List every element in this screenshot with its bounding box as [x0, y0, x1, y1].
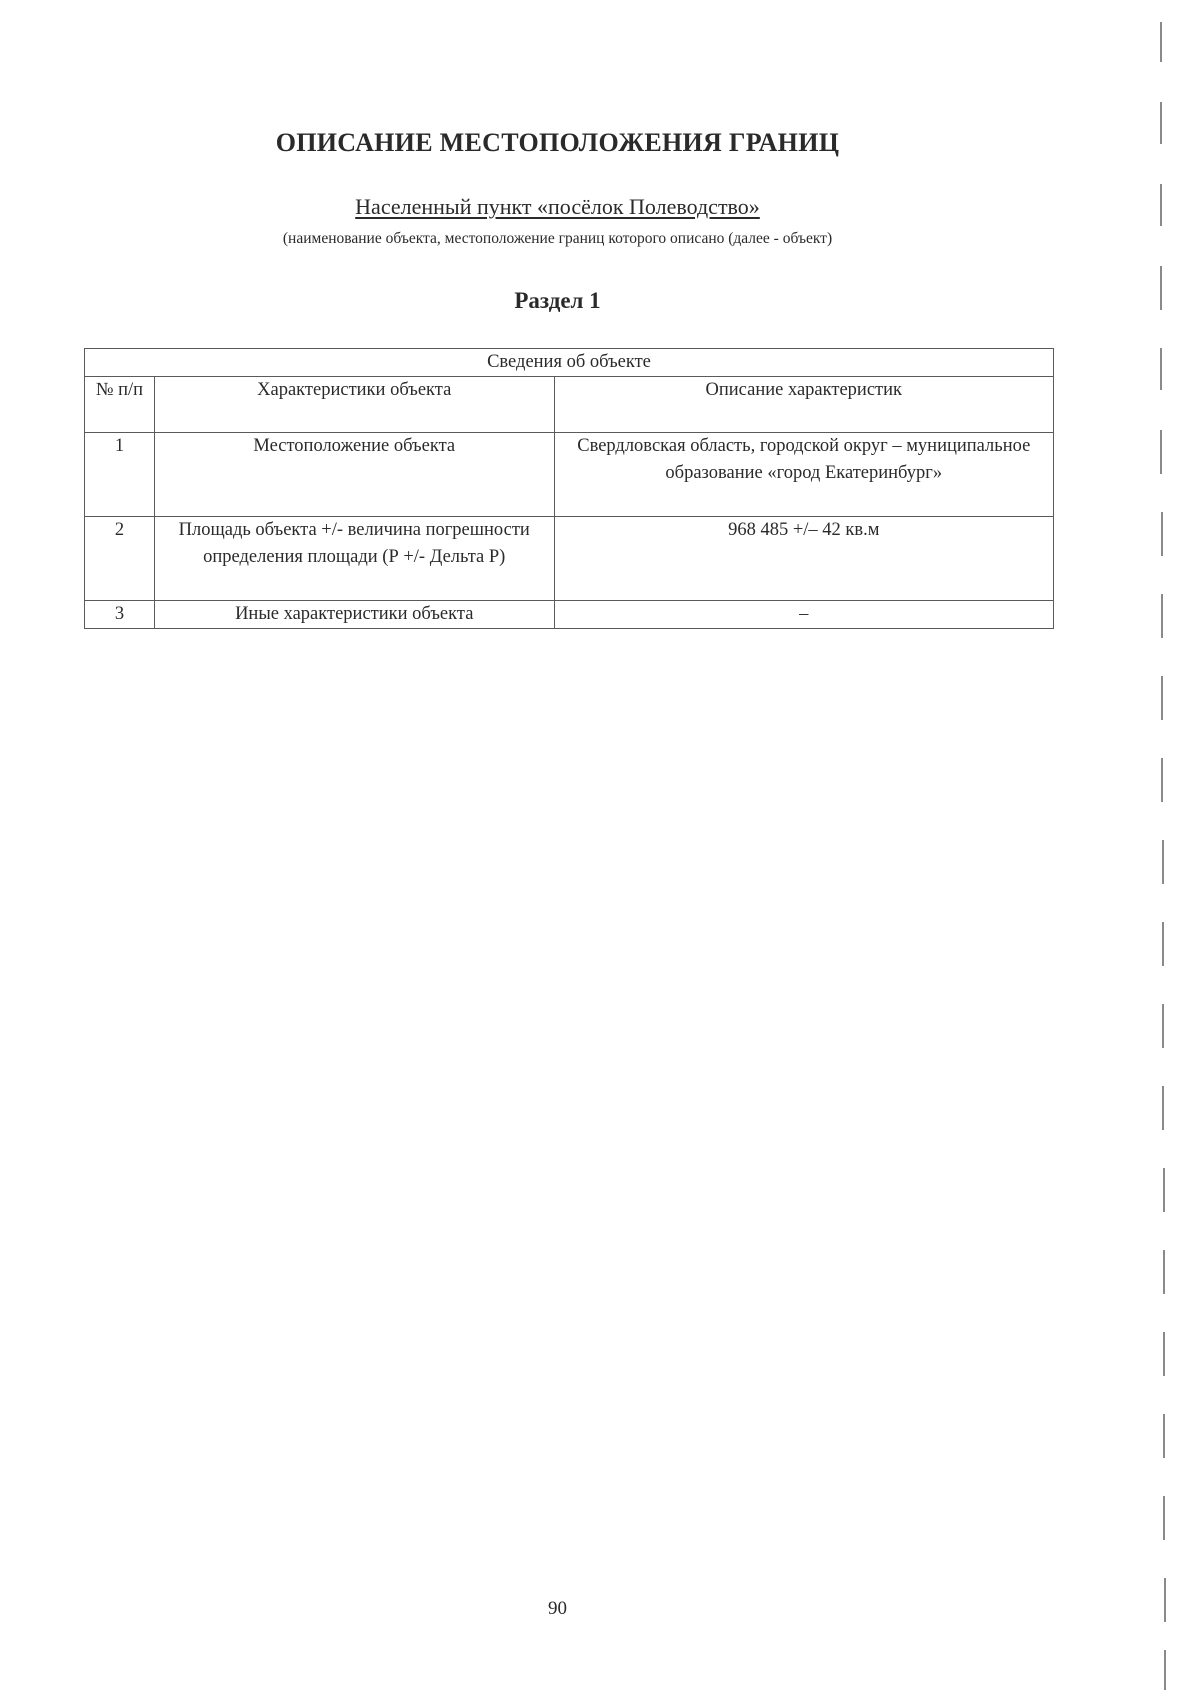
table-caption: Сведения об объекте	[85, 349, 1054, 377]
binding-mark	[1164, 1650, 1166, 1690]
binding-mark	[1164, 1578, 1166, 1622]
object-info-table	[84, 348, 1054, 629]
binding-mark	[1163, 1168, 1165, 1212]
binding-mark	[1160, 102, 1162, 144]
row-description: –	[554, 601, 1053, 629]
binding-mark	[1160, 266, 1162, 310]
binding-mark	[1162, 840, 1164, 884]
table-caption-row	[85, 349, 1054, 377]
row-number: 2	[85, 517, 155, 601]
binding-mark	[1163, 1250, 1165, 1294]
row-characteristic: Площадь объекта +/- величина погрешности определения площади (Р +/- Дельта Р)	[154, 517, 554, 601]
object-caption: (наименование объекта, местоположение границ которого описано (далее - объект)	[282, 230, 833, 247]
binding-mark	[1162, 922, 1164, 966]
header-description: Описание характеристик	[554, 377, 1053, 433]
binding-mark	[1162, 1086, 1164, 1130]
table-row	[85, 601, 1054, 629]
table-row	[85, 517, 1054, 601]
row-number: 3	[85, 601, 155, 629]
binding-mark	[1163, 1414, 1165, 1458]
page-title: ОПИСАНИЕ МЕСТОПОЛОЖЕНИЯ ГРАНИЦ	[275, 128, 840, 157]
object-name-text: Населенный пункт «посёлок Полеводство»	[355, 194, 760, 219]
section-heading: Раздел 1	[514, 288, 601, 313]
row-description: Свердловская область, городской округ – муниципальное образование «город Екатеринбург»	[554, 433, 1053, 517]
binding-mark	[1161, 594, 1163, 638]
binding-mark	[1160, 22, 1162, 62]
row-characteristic: Местоположение объекта	[154, 433, 554, 517]
binding-mark	[1163, 1496, 1165, 1540]
object-name	[0, 194, 1115, 220]
header-characteristic: Характеристики объекта	[154, 377, 554, 433]
binding-mark	[1161, 676, 1163, 720]
table-header-row	[85, 377, 1054, 433]
binding-mark	[1160, 184, 1162, 226]
header-number: № п/п	[85, 377, 155, 433]
binding-mark	[1163, 1332, 1165, 1376]
binding-mark	[1161, 512, 1163, 556]
row-characteristic: Иные характеристики объекта	[154, 601, 554, 629]
binding-mark	[1160, 430, 1162, 474]
row-number: 1	[85, 433, 155, 517]
page-number: 90	[548, 1598, 567, 1619]
row-description: 968 485 +/– 42 кв.м	[554, 517, 1053, 601]
binding-mark	[1162, 1004, 1164, 1048]
binding-mark	[1160, 348, 1162, 390]
binding-mark	[1161, 758, 1163, 802]
table-row	[85, 433, 1054, 517]
